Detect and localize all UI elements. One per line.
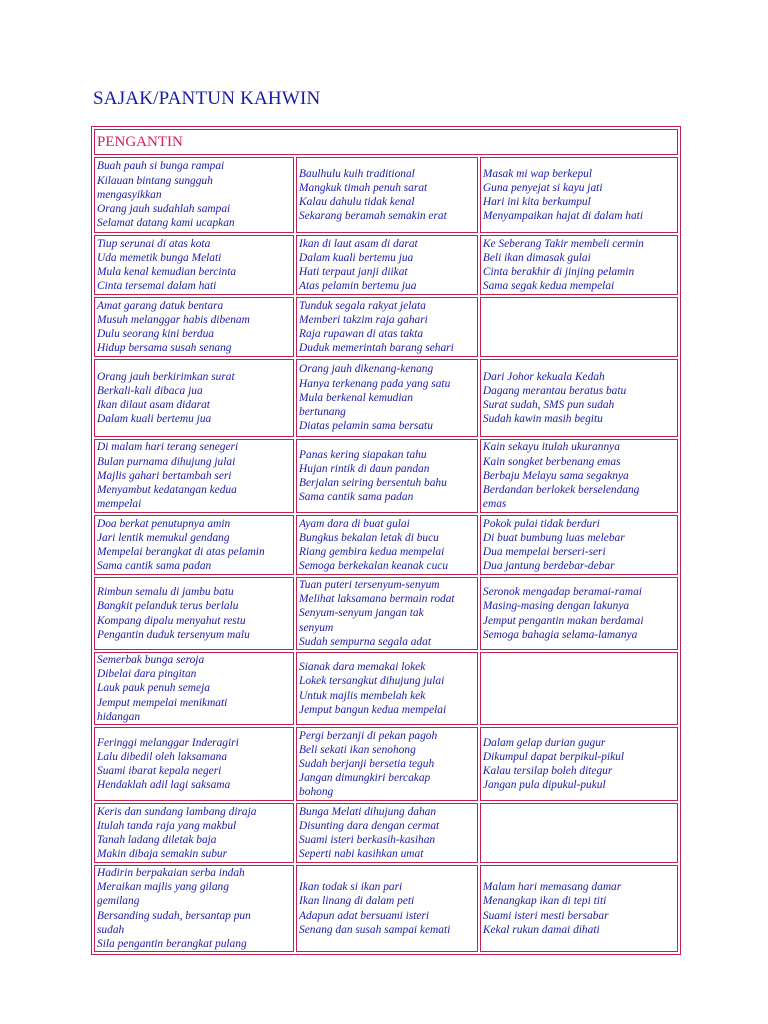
pantun-table-body: [94, 129, 678, 952]
verse-line: Keris dan sundang lambang diraja: [97, 805, 257, 818]
verse-line: Beli sekati ikan senohong: [299, 743, 416, 756]
verse-line: Bungkus bekalan letak di bucu: [299, 531, 439, 544]
verse-line: Hujan rintik di daun pandan: [299, 462, 430, 475]
verse-line: bohong: [299, 786, 334, 799]
verse-line: Jangan pula dipukul-pukul: [482, 779, 606, 792]
pantun-row: [94, 515, 678, 575]
verse-line: Jemput bangun kedua mempelai: [299, 703, 447, 716]
pantun-cell: [94, 652, 294, 725]
verse-line: Dari Johor kekuala Kedah: [482, 370, 605, 383]
verse-line: Ikan todak si ikan pari: [299, 881, 403, 894]
verse-line: Feringgi melanggar Inderagiri: [97, 736, 239, 749]
pantun-row: [94, 297, 678, 357]
verse-line: Mangkuk timah penuh sarat: [299, 181, 428, 194]
verse-line: Menyambut kedatangan kedua: [97, 484, 237, 497]
verse-line: Kompang dipalu menyahut restu: [97, 614, 246, 627]
verse-line: Tiup serunai di atas kota: [97, 237, 211, 250]
verse-line: Suami isteri berkasih-kasihan: [299, 834, 436, 847]
verse-line: sudah: [97, 923, 125, 936]
pantun-cell: [480, 235, 678, 295]
verse-line: Semerbak bunga seroja: [97, 654, 205, 667]
pantun-row: [94, 652, 678, 725]
verse-line: Sila pengantin berangkat pulang: [97, 938, 247, 951]
pantun-row: [94, 865, 678, 952]
verse-line: Dalam gelap durian gugur: [482, 736, 606, 749]
verse-line: mempelai: [97, 498, 142, 511]
verse-line: Kalau tersilap boleh ditegur: [482, 765, 613, 778]
verse-line: Semoga bahagia selama-lamanya: [482, 628, 638, 641]
verse-line: Cinta berakhir di jinjing pelamin: [482, 266, 635, 278]
pantun-cell: [480, 297, 678, 357]
pantun-cell: [296, 652, 478, 725]
pantun-cell: [296, 515, 478, 575]
pantun-row: [94, 727, 678, 801]
pantun-cell: [94, 439, 294, 513]
verse-line: Jemput mempelai menikmati: [97, 696, 228, 709]
verse-line: Rimbun semalu di jambu batu: [97, 586, 234, 599]
verse-line: Sianak dara memakai lokek: [299, 661, 426, 674]
verse-line: Masing-masing dengan lakunya: [482, 600, 630, 613]
verse-line: Berkali-kali dibaca jua: [97, 384, 203, 397]
verse-line: Orang jauh sudahlah sampai: [97, 203, 231, 216]
verse-line: Ke Seberang Takir membeli cermin: [482, 237, 644, 250]
pantun-cell: [94, 359, 294, 437]
pantun-cell: [296, 577, 478, 650]
verse-line: Doa berkat penutupnya amin: [97, 517, 231, 530]
pantun-cell: [480, 652, 678, 725]
verse-line: Uda memetik bunga Melati: [97, 251, 222, 264]
verse-line: Guna penyejat si kayu jati: [482, 181, 603, 194]
verse-line: Mula kenal kemudian bercinta: [97, 266, 237, 278]
verse-line: Adapun adat bersuami isteri: [299, 909, 430, 922]
pantun-cell: [94, 235, 294, 295]
verse-line: Hidup bersama susah senang: [97, 342, 232, 355]
verse-line: Disunting dara dengan cermat: [299, 819, 440, 832]
verse-line: Dikumpul dapat berpikul-pikul: [482, 750, 624, 763]
verse-line: Ikan dilaut asam didarat: [97, 399, 210, 411]
pantun-cell: [296, 235, 478, 295]
verse-line: hidangan: [97, 710, 141, 723]
verse-line: Dua jantung berdebar-debar: [482, 560, 615, 573]
verse-line: Seronok mengadap beramai-ramai: [482, 586, 642, 599]
pantun-cell: [94, 577, 294, 650]
verse-line: Sudah kawin masih begitu: [482, 413, 603, 426]
pantun-row: [94, 235, 678, 295]
pantun-cell: [296, 297, 478, 357]
verse-line: Lauk pauk penuh semeja: [97, 682, 210, 695]
pantun-cell: [480, 515, 678, 575]
verse-line: Menangkap ikan di tepi titi: [482, 895, 607, 908]
verse-line: Mula berkenal kemudian: [299, 391, 413, 404]
verse-line: Sekarang beramah semakin erat: [299, 210, 447, 223]
verse-line: Hati terpaut janji diikat: [299, 266, 408, 278]
verse-line: Pergi berzanji di pekan pagoh: [299, 729, 438, 742]
pantun-cell: [296, 865, 478, 952]
verse-line: Dibelai dara pingitan: [97, 668, 197, 681]
pantun-cell: [94, 727, 294, 801]
verse-line: Bangkit pelanduk terus berlalu: [97, 600, 239, 613]
verse-line: Atas pelamin bertemu jua: [299, 280, 417, 293]
page-title: SAJAK/PANTUN KAHWIN: [93, 88, 321, 109]
verse-line: Senyum-senyum jangan tak: [299, 607, 424, 620]
verse-line: Dua mempelai berseri-seri: [482, 546, 606, 558]
verse-line: Lokek tersangkut dihujung julai: [299, 675, 445, 688]
verse-line: Bunga Melati dihujung dahan: [299, 805, 437, 818]
pantun-cell: [94, 297, 294, 357]
verse-line: Baulhulu kuih traditional: [299, 167, 415, 180]
verse-line: Panas kering siapakan tahu: [299, 448, 427, 461]
verse-line: Bersanding sudah, bersantap pun: [97, 909, 251, 922]
verse-line: Tuan puteri tersenyum-senyum: [299, 579, 440, 591]
verse-line: Dulu seorang kini berdua: [97, 328, 214, 340]
verse-line: Senang dan susah sampai kemati: [299, 923, 451, 936]
verse-line: Cinta tersemai dalam hati: [97, 280, 217, 293]
pantun-table: [91, 126, 681, 955]
pantun-cell: [296, 727, 478, 801]
pantun-cell: [480, 359, 678, 437]
verse-line: Mempelai berangkat di atas pelamin: [97, 546, 265, 558]
verse-line: Pengantin duduk tersenyum malu: [97, 628, 250, 641]
pantun-cell: [94, 515, 294, 575]
verse-line: Lalu dibedil oleh laksamana: [97, 750, 228, 763]
verse-line: Surat sudah, SMS pun sudah: [482, 399, 615, 411]
verse-line: Suami ibarat kepala negeri: [97, 765, 222, 778]
verse-line: Ikan linang di dalam peti: [299, 895, 415, 908]
pantun-cell: [296, 803, 478, 863]
verse-line: Masak mi wap berkepul: [482, 167, 593, 180]
pantun-cell: [480, 439, 678, 513]
verse-line: Hanya terkenang pada yang satu: [299, 377, 451, 390]
verse-line: Pokok pulai tidak berduri: [482, 517, 600, 530]
pantun-row: [94, 157, 678, 233]
verse-line: Dalam kuali bertemu jua: [97, 413, 212, 426]
verse-line: Jari lentik memukul gendang: [97, 531, 230, 544]
verse-line: Kain songket berbenang emas: [482, 455, 621, 468]
section-header-row: [94, 129, 678, 155]
pantun-row: [94, 803, 678, 863]
verse-line: Di buat bumbung luas melebar: [482, 531, 625, 544]
verse-line: Memberi takzim raja gahari: [299, 313, 428, 326]
verse-line: Berjalan seiring bersentuh bahu: [299, 477, 447, 489]
verse-line: bertunang: [299, 406, 346, 419]
section-header: PENGANTIN: [94, 129, 678, 155]
pantun-cell: [296, 359, 478, 437]
verse-line: Riang gembira kedua mempelai: [299, 546, 445, 558]
verse-line: Sudah berjanji bersetia teguh: [299, 757, 435, 770]
verse-line: Semoga berkekalan keanak cucu: [299, 560, 449, 573]
verse-line: Dalam kuali bertemu jua: [299, 251, 414, 264]
verse-line: Kalau dahulu tidak kenal: [299, 196, 415, 208]
verse-line: Sama cantik sama padan: [299, 491, 414, 504]
verse-line: mengasyikkan: [97, 188, 162, 201]
verse-line: gemilang: [97, 895, 140, 908]
pantun-cell: [94, 803, 294, 863]
pantun-cell: [296, 157, 478, 233]
verse-line: Majlis gahari bertambah seri: [97, 469, 232, 482]
verse-line: Musuh melanggar habis dibenam: [97, 313, 250, 326]
pantun-row: [94, 359, 678, 437]
verse-line: Suami isteri mesti bersabar: [482, 909, 609, 922]
verse-line: Sama segak kedua mempelai: [482, 280, 615, 293]
verse-line: Kekal rukun damai dihati: [482, 923, 600, 936]
verse-line: Berdandan berlokek berselendang: [482, 484, 640, 497]
verse-line: Tunduk segala rakyat jelata: [299, 299, 426, 312]
pantun-cell: [94, 865, 294, 952]
verse-line: Kain sekayu itulah ukurannya: [482, 441, 620, 454]
verse-line: Jangan dimungkiri bercakap: [299, 772, 431, 785]
verse-line: Beli ikan dimasak gulai: [482, 251, 591, 264]
verse-line: Hari ini kita berkumpul: [482, 196, 591, 208]
verse-line: Raja rupawan di atas takta: [299, 328, 424, 340]
verse-line: Kilauan bintang sungguh: [97, 174, 213, 187]
pantun-cell: [296, 439, 478, 513]
pantun-cell: [480, 577, 678, 650]
verse-line: Melihat laksamana bermain rodat: [299, 593, 455, 606]
verse-line: Selamat datang kami ucapkan: [97, 217, 235, 230]
verse-line: Meraikan majlis yang gilang: [97, 881, 229, 894]
verse-line: Diatas pelamin sama bersatu: [299, 420, 433, 433]
pantun-row: [94, 439, 678, 513]
verse-line: Di malam hari terang senegeri: [97, 441, 239, 454]
verse-line: Hadirin berpakaian serba indah: [97, 867, 245, 880]
verse-line: Duduk memerintah barang sehari: [299, 342, 454, 355]
verse-line: Ayam dara di buat gulai: [299, 517, 410, 530]
verse-line: Dagang merantau beratus batu: [482, 384, 627, 397]
verse-line: Makin dibaja semakin subur: [97, 848, 228, 861]
verse-line: Hendaklah adil lagi saksama: [97, 779, 231, 792]
verse-line: Tanah ladang diletak baja: [97, 834, 217, 847]
verse-line: Seperti nabi kasihkan umat: [299, 848, 424, 861]
verse-line: Buah pauh si bunga rampai: [97, 160, 225, 173]
verse-line: Bulan purnama dihujung julai: [97, 455, 236, 468]
verse-line: Amat garang datuk bentara: [97, 299, 224, 312]
pantun-cell: [94, 157, 294, 233]
verse-line: Sudah sempurna segala adat: [299, 635, 431, 648]
pantun-cell: [480, 803, 678, 863]
pantun-cell: [480, 727, 678, 801]
pantun-row: [94, 577, 678, 650]
verse-line: Jemput pengantin makan berdamai: [482, 614, 644, 627]
verse-line: Untuk majlis membelah kek: [299, 689, 426, 702]
verse-line: Orang jauh berkirimkan surat: [97, 370, 235, 383]
verse-line: Sama cantik sama padan: [97, 560, 212, 573]
verse-line: Ikan di laut asam di darat: [299, 237, 418, 250]
pantun-cell: [480, 157, 678, 233]
verse-line: senyum: [299, 621, 334, 634]
verse-line: Berbaju Melayu sama segaknya: [482, 469, 629, 482]
pantun-cell: [480, 865, 678, 952]
verse-line: emas: [482, 498, 507, 511]
verse-line: Menyampaikan hajat di dalam hati: [482, 210, 643, 223]
verse-line: Malam hari memasang damar: [482, 881, 622, 894]
verse-line: Orang jauh dikenang-kenang: [299, 363, 434, 376]
verse-line: Itulah tanda raja yang makbul: [97, 819, 237, 832]
